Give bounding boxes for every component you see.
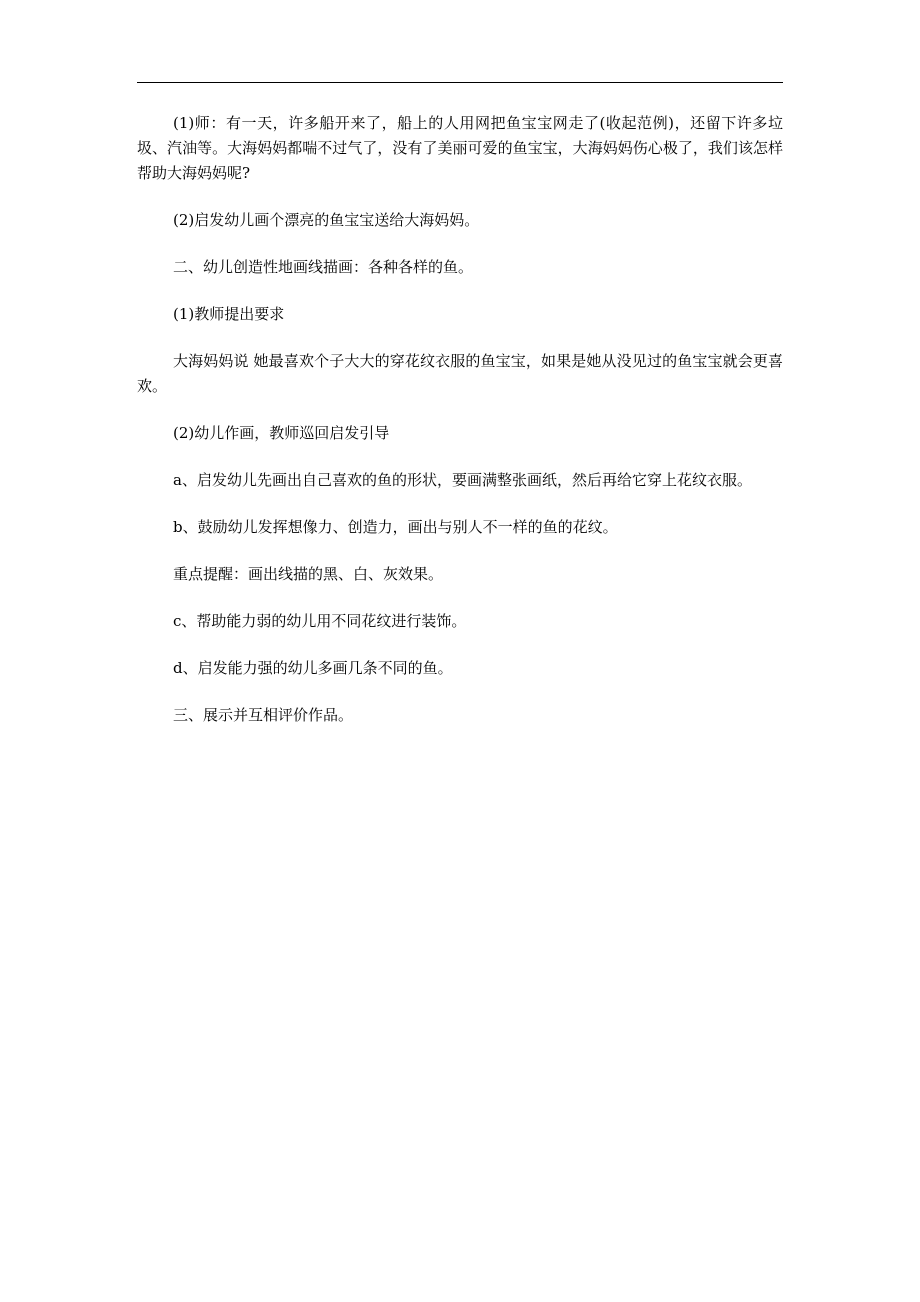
paragraph-inspire-drawing: (2)启发幼儿画个漂亮的鱼宝宝送给大海妈妈。 xyxy=(173,211,480,229)
document-body xyxy=(137,111,783,750)
section-heading-showcase: 三、展示并互相评价作品。 xyxy=(173,706,354,724)
paragraph-key-reminder: 重点提醒：画出线描的黑、白、灰效果。 xyxy=(173,565,444,583)
paragraph-teacher-requirements: (1)教师提出要求 xyxy=(173,305,285,323)
paragraph-sea-mother-says: 大海妈妈说 她最喜欢个子大大的穿花纹衣服的鱼宝宝，如果是她从没见过的鱼宝宝就会更喜欢。 xyxy=(137,352,783,395)
list-item-b: b、鼓励幼儿发挥想像力、创造力，画出与别人不一样的鱼的花纹。 xyxy=(173,518,618,536)
paragraph-children-draw: (2)幼儿作画，教师巡回启发引导 xyxy=(173,424,390,442)
list-item-a: a、启发幼儿先画出自己喜欢的鱼的形状，要画满整张画纸，然后再给它穿上花纹衣服。 xyxy=(173,471,752,489)
paragraph-teacher-story: (1)师：有一天，许多船开来了，船上的人用网把鱼宝宝网走了(收起范例)，还留下许多垃圾、汽油等。大海妈妈都喘不过气了，没有了美丽可爱的鱼宝宝，大海妈妈伤心极了，我们该怎样帮助大海妈妈呢? xyxy=(137,114,783,182)
section-heading-creative-drawing: 二、幼儿创造性地画线描画：各种各样的鱼。 xyxy=(173,258,474,276)
header-rule xyxy=(137,82,783,83)
list-item-c: c、帮助能力弱的幼儿用不同花纹进行装饰。 xyxy=(173,612,467,630)
list-item-d: d、启发能力强的幼儿多画几条不同的鱼。 xyxy=(173,659,453,677)
